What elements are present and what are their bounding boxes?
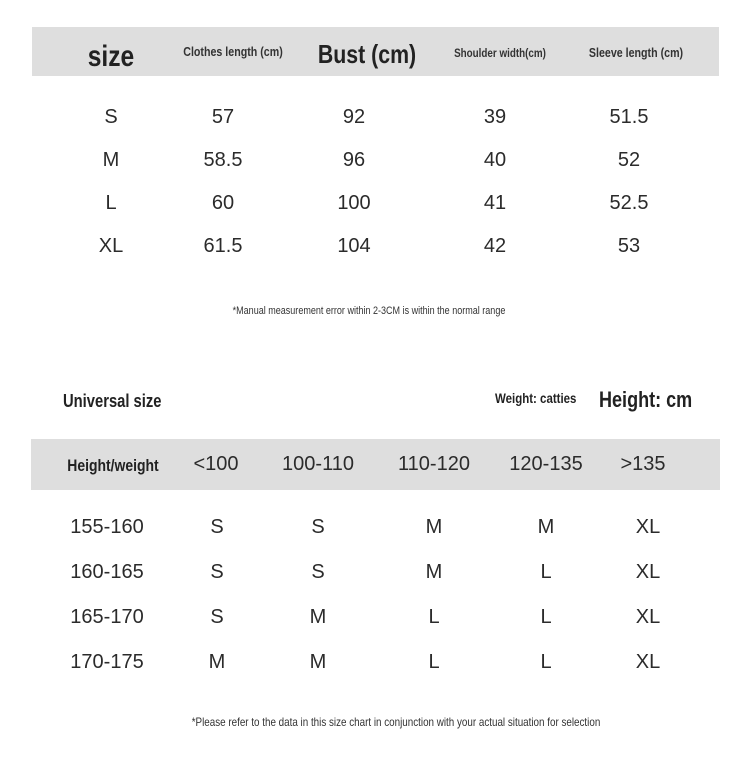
table-cell: XL (635, 516, 661, 538)
table-cell: M (537, 516, 555, 538)
table-cell: 96 (342, 149, 366, 171)
table-cell: S (311, 516, 325, 538)
table-cell: M (309, 651, 327, 673)
shoulder-width-header: Shoulder width(cm) (454, 46, 546, 60)
weight-range-header: >135 (620, 453, 666, 475)
table-cell: M (208, 651, 226, 673)
table-cell: 60 (211, 192, 235, 214)
table-cell: 40 (483, 149, 507, 171)
table-cell: 170-175 (70, 651, 144, 673)
weight-range-header: 100-110 (282, 453, 354, 475)
table-cell: 51.5 (609, 106, 649, 128)
table-cell: 100 (337, 192, 371, 214)
table-cell: 92 (342, 106, 366, 128)
table-cell: L (540, 606, 552, 628)
table-cell: M (309, 606, 327, 628)
table-cell: 53 (617, 235, 641, 257)
weight-range-header: 120-135 (509, 453, 583, 475)
table-cell: L (428, 606, 440, 628)
sleeve-length-header: Sleeve length (cm) (588, 45, 684, 60)
table-cell: S (311, 561, 325, 583)
table-cell: S (210, 606, 224, 628)
table-cell: S (210, 516, 224, 538)
table-cell: M (425, 516, 443, 538)
table-cell: XL (635, 561, 661, 583)
table-cell: L (540, 561, 552, 583)
table-cell: 41 (483, 192, 507, 214)
weight-range-header: 110-120 (398, 453, 470, 475)
table-cell: 58.5 (203, 149, 243, 171)
table-cell: L (540, 651, 552, 673)
table-cell: M (425, 561, 443, 583)
table-cell: 42 (483, 235, 507, 257)
table-cell: XL (98, 235, 124, 257)
table-cell: 104 (337, 235, 371, 257)
selection-note: *Please refer to the data in this size chart in conjunction with your actual situation for selection (191, 715, 601, 729)
table-cell: 52.5 (609, 192, 649, 214)
universal-size-title: Universal size (63, 391, 162, 411)
table-cell: 165-170 (70, 606, 144, 628)
table-cell: 39 (483, 106, 507, 128)
weight-unit-label: Weight: catties (495, 390, 577, 406)
table-cell: M (102, 149, 120, 171)
bust-header: Bust (cm) (317, 39, 417, 69)
table-cell: 52 (617, 149, 641, 171)
table-cell: S (210, 561, 224, 583)
table-cell: 61.5 (203, 235, 243, 257)
table-cell: L (428, 651, 440, 673)
height-unit-label: Height: cm (599, 387, 693, 412)
table-cell: 57 (211, 106, 235, 128)
clothes-length-header: Clothes length (cm) (183, 44, 283, 59)
table-cell: S (104, 106, 118, 128)
table-cell: 160-165 (70, 561, 144, 583)
table-cell: 155-160 (70, 516, 144, 538)
size-column-header: size (87, 40, 135, 73)
table-cell: L (105, 192, 117, 214)
table-cell: XL (635, 606, 661, 628)
table-cell: XL (635, 651, 661, 673)
weight-range-header: <100 (193, 453, 239, 475)
measurement-note: *Manual measurement error within 2-3CM is within the normal range (232, 305, 506, 317)
height-weight-header: Height/weight (67, 456, 159, 475)
